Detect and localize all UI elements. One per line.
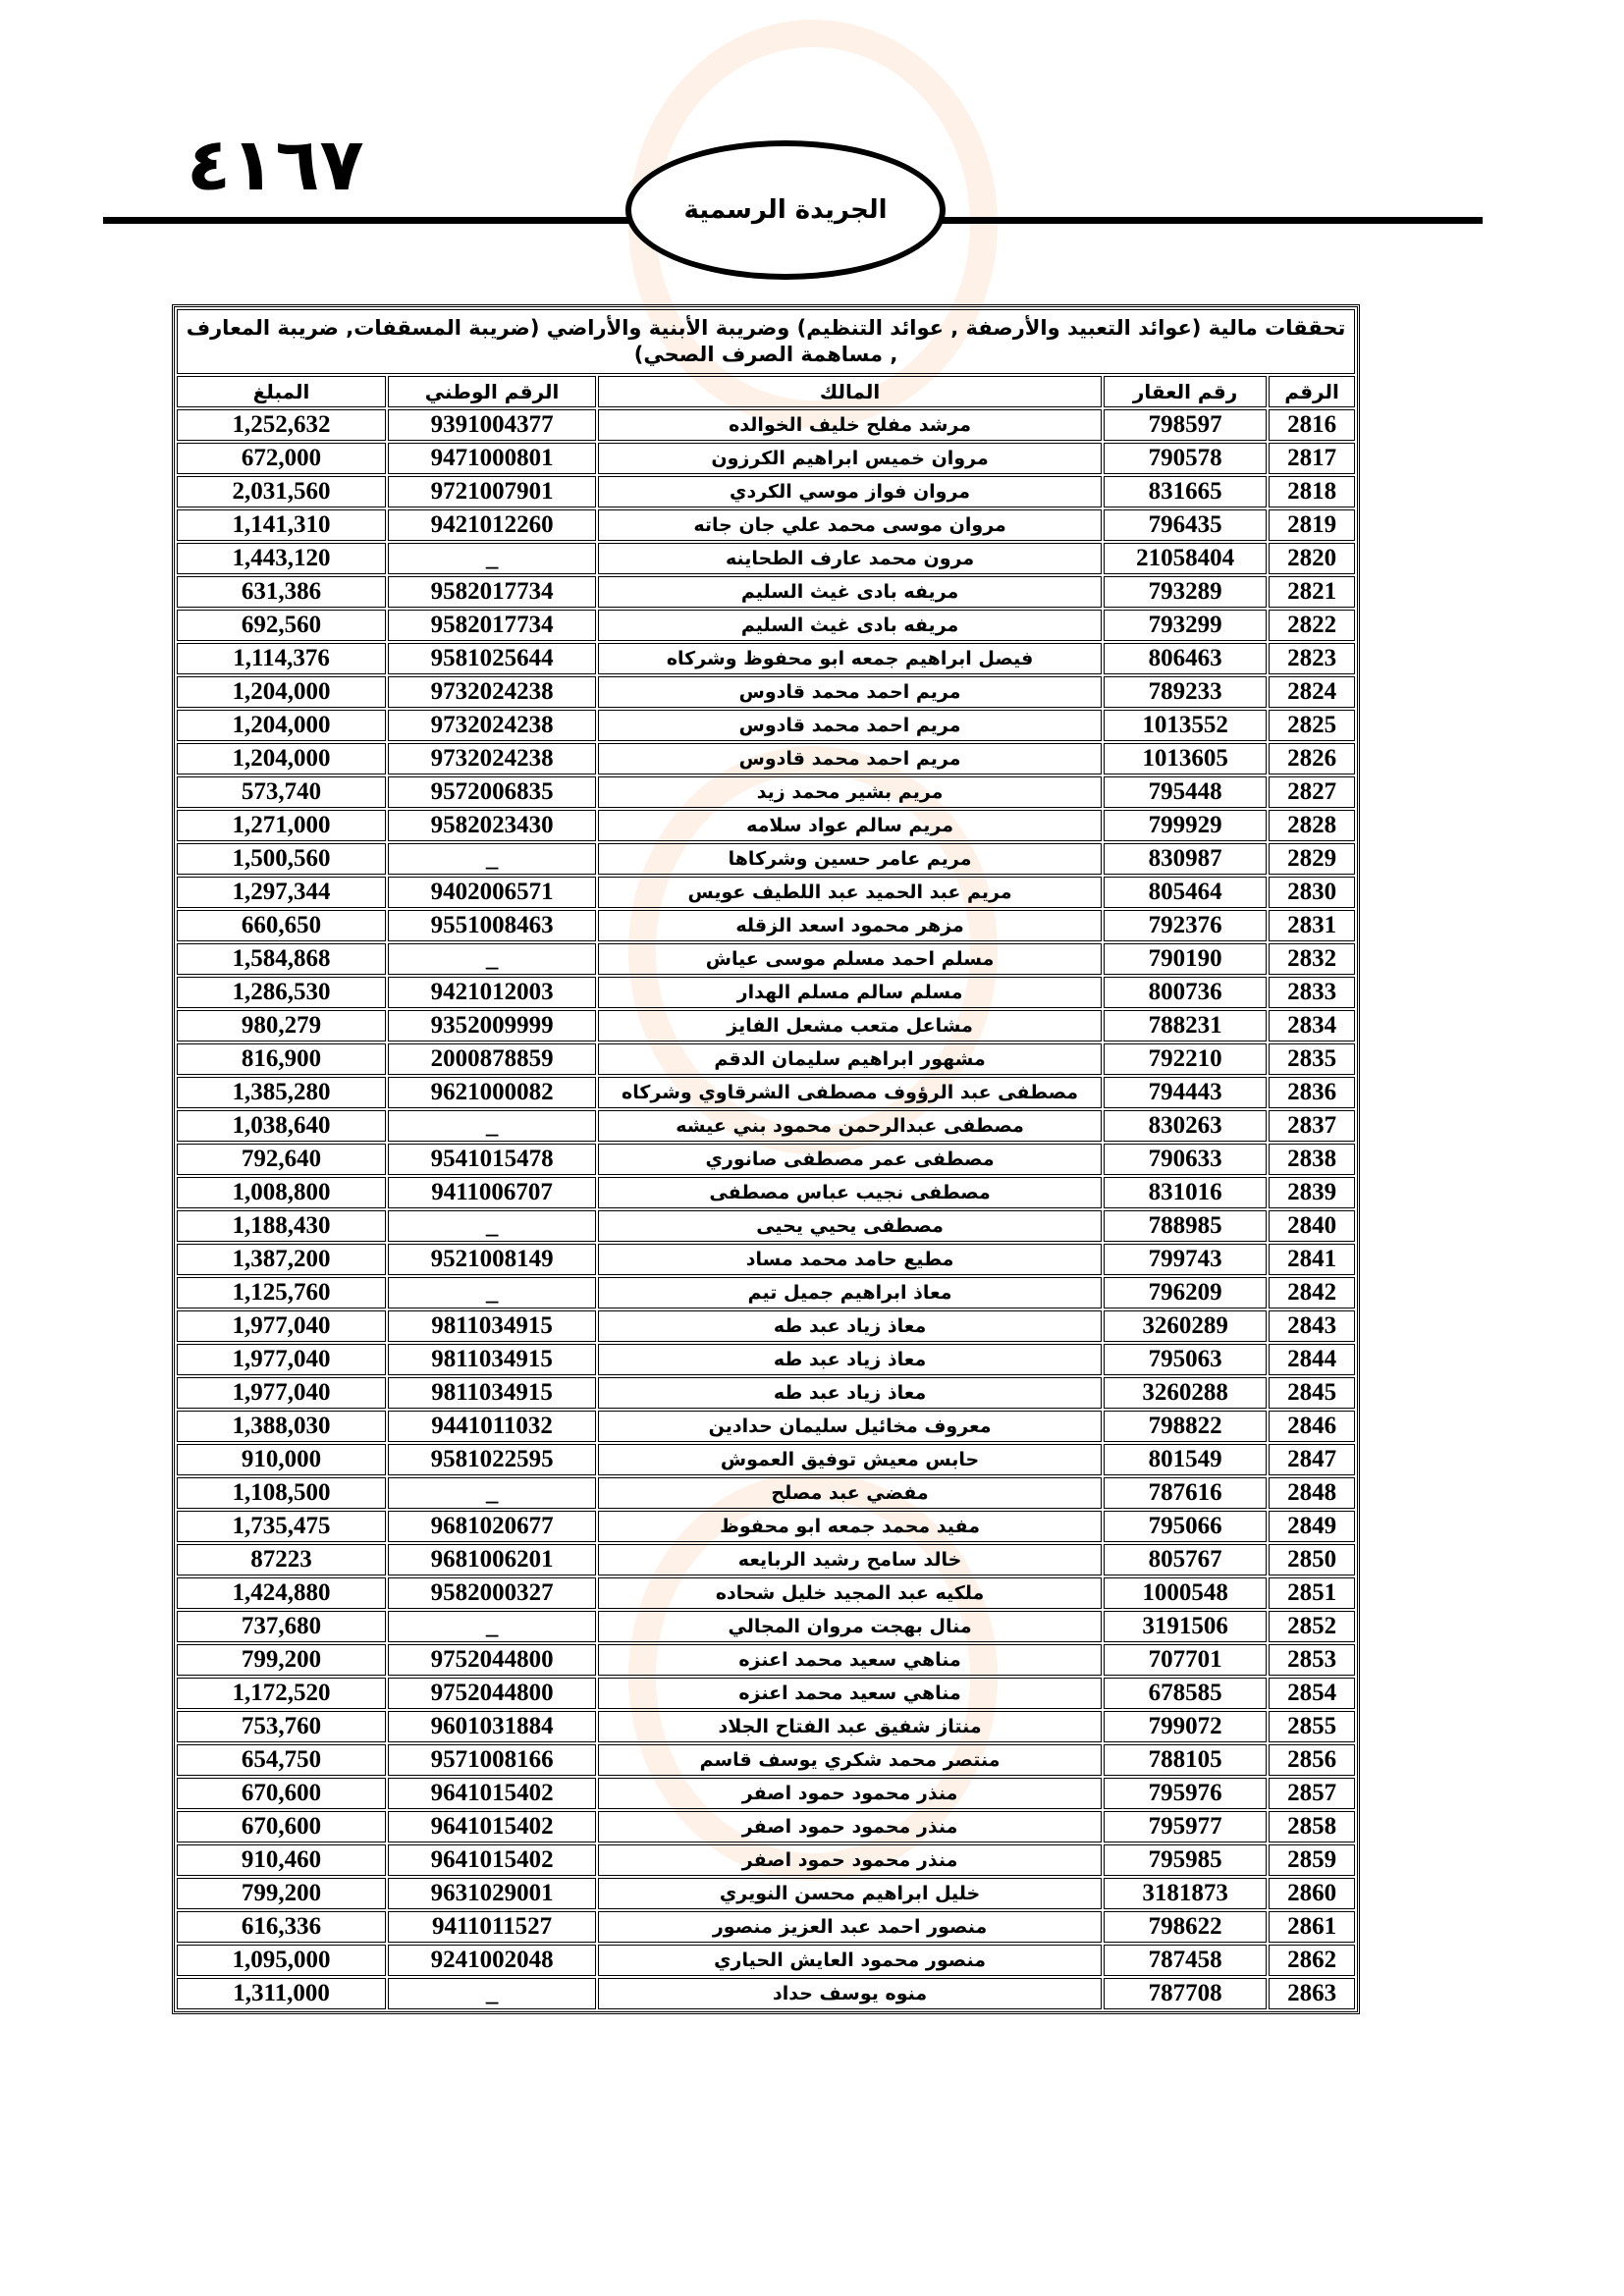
owner-name: مشهور ابراهيم سليمان الدقم <box>598 1043 1102 1075</box>
property-number: 707701 <box>1104 1644 1267 1676</box>
table-row <box>177 1377 1355 1409</box>
owner-name: مريفه بادى غيث السليم <box>598 610 1102 641</box>
property-number: 831665 <box>1104 476 1267 507</box>
amount: 631,386 <box>177 576 386 608</box>
amount: 1,204,000 <box>177 676 386 708</box>
owner-name: مريم احمد محمد قادوس <box>598 743 1102 774</box>
owner-name: مسلم احمد مسلم موسى عياش <box>598 943 1102 975</box>
amount: 737,680 <box>177 1611 386 1642</box>
table-row <box>177 1811 1355 1842</box>
table-row <box>177 710 1355 741</box>
row-number: 2860 <box>1269 1878 1355 1909</box>
row-number: 2863 <box>1269 1978 1355 2009</box>
row-number: 2862 <box>1269 1945 1355 1976</box>
owner-name: مريم احمد محمد قادوس <box>598 710 1102 741</box>
property-number: 795976 <box>1104 1778 1267 1809</box>
table-row <box>177 1711 1355 1742</box>
row-number: 2850 <box>1269 1544 1355 1575</box>
row-number: 2836 <box>1269 1077 1355 1108</box>
row-number: 2826 <box>1269 743 1355 774</box>
table-row <box>177 409 1355 441</box>
table-row <box>177 910 1355 941</box>
row-number: 2848 <box>1269 1477 1355 1509</box>
national-id: 9732024238 <box>388 710 596 741</box>
owner-name: منتصر محمد شكري يوسف قاسم <box>598 1744 1102 1776</box>
property-number: 1013552 <box>1104 710 1267 741</box>
row-number: 2838 <box>1269 1144 1355 1175</box>
table-row <box>177 1411 1355 1442</box>
property-number: 3260288 <box>1104 1377 1267 1409</box>
national-id: _ <box>388 1477 596 1509</box>
owner-name: مرشد مفلح خليف الخوالده <box>598 409 1102 441</box>
row-number: 2831 <box>1269 910 1355 941</box>
property-number: 798822 <box>1104 1411 1267 1442</box>
table-row <box>177 1778 1355 1809</box>
owner-name: مريم بشير محمد زيد <box>598 776 1102 808</box>
table-title: تحققات مالية (عوائد التعبيد والأرصفة , عوائد التنظيم) وضريبة الأبنية والأراضي (ضريبة المسقفات, ضريبة المعارف , مساهمة الصرف الصحي) <box>177 309 1355 374</box>
owner-name: معاذ ابراهيم جميل تيم <box>598 1277 1102 1308</box>
table-row <box>177 743 1355 774</box>
amount: 1,108,500 <box>177 1477 386 1509</box>
national-id: 9471000801 <box>388 443 596 474</box>
amount: 1,584,868 <box>177 943 386 975</box>
table-row <box>177 1744 1355 1776</box>
row-number: 2847 <box>1269 1444 1355 1475</box>
table-body <box>177 409 1355 2009</box>
row-number: 2837 <box>1269 1110 1355 1142</box>
national-id: 9582017734 <box>388 576 596 608</box>
property-number: 805464 <box>1104 877 1267 908</box>
table-row <box>177 643 1355 674</box>
property-number: 788985 <box>1104 1210 1267 1242</box>
national-id: 9681006201 <box>388 1544 596 1575</box>
national-id: 9811034915 <box>388 1344 596 1375</box>
national-id: 9572006835 <box>388 776 596 808</box>
owner-name: منذر محمود حمود اصفر <box>598 1778 1102 1809</box>
table-row <box>177 676 1355 708</box>
national-id: _ <box>388 1110 596 1142</box>
property-number: 799743 <box>1104 1244 1267 1275</box>
table-row <box>177 977 1355 1008</box>
owner-name: حابس معيش توفيق العموش <box>598 1444 1102 1475</box>
table-row <box>177 1511 1355 1542</box>
row-number: 2849 <box>1269 1511 1355 1542</box>
property-number: 678585 <box>1104 1678 1267 1709</box>
gazette-title: الجريدة الرسمية <box>683 195 888 225</box>
row-number: 2825 <box>1269 710 1355 741</box>
owner-name: مناهي سعيد محمد اعنزه <box>598 1644 1102 1676</box>
amount: 910,460 <box>177 1844 386 1876</box>
column-header-property-number: رقم العقار <box>1104 376 1267 407</box>
property-number: 3260289 <box>1104 1310 1267 1342</box>
amount: 1,141,310 <box>177 509 386 541</box>
amount: 672,000 <box>177 443 386 474</box>
table-row <box>177 1277 1355 1308</box>
amount: 1,387,200 <box>177 1244 386 1275</box>
amount: 1,204,000 <box>177 710 386 741</box>
owner-name: مروان موسى محمد علي جان جاته <box>598 509 1102 541</box>
owner-name: مريم عامر حسين وشركاها <box>598 843 1102 875</box>
row-number: 2823 <box>1269 643 1355 674</box>
owner-name: معاذ زياد عبد طه <box>598 1377 1102 1409</box>
amount: 910,000 <box>177 1444 386 1475</box>
table-row <box>177 1678 1355 1709</box>
property-number: 799929 <box>1104 810 1267 841</box>
owner-name: منصور محمود العايش الحياري <box>598 1945 1102 1976</box>
property-number: 795066 <box>1104 1511 1267 1542</box>
amount: 87223 <box>177 1544 386 1575</box>
owner-name: منتاز شفيق عبد الفتاح الجلاد <box>598 1711 1102 1742</box>
property-number: 805767 <box>1104 1544 1267 1575</box>
property-number: 798597 <box>1104 409 1267 441</box>
row-number: 2842 <box>1269 1277 1355 1308</box>
property-number: 1013605 <box>1104 743 1267 774</box>
property-number: 799072 <box>1104 1711 1267 1742</box>
national-id: _ <box>388 1277 596 1308</box>
property-number: 795448 <box>1104 776 1267 808</box>
column-header-number: الرقم <box>1269 376 1355 407</box>
table-row <box>177 1978 1355 2009</box>
table-row <box>177 1010 1355 1041</box>
property-number: 787708 <box>1104 1978 1267 2009</box>
amount: 1,977,040 <box>177 1310 386 1342</box>
national-id: 9421012003 <box>388 977 596 1008</box>
row-number: 2827 <box>1269 776 1355 808</box>
owner-name: مزهر محمود اسعد الزقله <box>598 910 1102 941</box>
national-id: _ <box>388 943 596 975</box>
owner-name: معاذ زياد عبد طه <box>598 1310 1102 1342</box>
table-row <box>177 1577 1355 1609</box>
owner-name: فيصل ابراهيم جمعه ابو محفوظ وشركاه <box>598 643 1102 674</box>
national-id: 9641015402 <box>388 1778 596 1809</box>
table-row <box>177 1844 1355 1876</box>
national-id: 9352009999 <box>388 1010 596 1041</box>
row-number: 2840 <box>1269 1210 1355 1242</box>
row-number: 2851 <box>1269 1577 1355 1609</box>
property-number: 795977 <box>1104 1811 1267 1842</box>
row-number: 2856 <box>1269 1744 1355 1776</box>
amount: 1,388,030 <box>177 1411 386 1442</box>
row-number: 2853 <box>1269 1644 1355 1676</box>
owner-name: مروان فواز موسي الكردي <box>598 476 1102 507</box>
property-number: 21058404 <box>1104 543 1267 574</box>
row-number: 2824 <box>1269 676 1355 708</box>
table-row <box>177 476 1355 507</box>
owner-name: مفضي عبد مصلح <box>598 1477 1102 1509</box>
property-number: 806463 <box>1104 643 1267 674</box>
row-number: 2835 <box>1269 1043 1355 1075</box>
property-number: 789233 <box>1104 676 1267 708</box>
property-number: 795985 <box>1104 1844 1267 1876</box>
amount: 1,977,040 <box>177 1377 386 1409</box>
table-row <box>177 810 1355 841</box>
national-id: 9621000082 <box>388 1077 596 1108</box>
page-number: ٤١٦٧ <box>187 123 364 207</box>
amount: 1,172,520 <box>177 1678 386 1709</box>
table-row <box>177 1077 1355 1108</box>
property-number: 830987 <box>1104 843 1267 875</box>
owner-name: مصطفى يحيي يحيى <box>598 1210 1102 1242</box>
owner-name: مريم احمد محمد قادوس <box>598 676 1102 708</box>
owner-name: ملكيه عبد المجيد خليل شحاده <box>598 1577 1102 1609</box>
row-number: 2820 <box>1269 543 1355 574</box>
national-id: 9582017734 <box>388 610 596 641</box>
property-number: 800736 <box>1104 977 1267 1008</box>
national-id: _ <box>388 1210 596 1242</box>
row-number: 2855 <box>1269 1711 1355 1742</box>
national-id: 9581025644 <box>388 643 596 674</box>
national-id: 9571008166 <box>388 1744 596 1776</box>
owner-name: مشاعل متعب مشعل الفايز <box>598 1010 1102 1041</box>
national-id: 9631029001 <box>388 1878 596 1909</box>
row-number: 2841 <box>1269 1244 1355 1275</box>
table-row <box>177 1110 1355 1142</box>
amount: 1,204,000 <box>177 743 386 774</box>
national-id: 9411006707 <box>388 1177 596 1208</box>
property-number: 1000548 <box>1104 1577 1267 1609</box>
owner-name: مطيع حامد محمد مساد <box>598 1244 1102 1275</box>
national-id: 9732024238 <box>388 743 596 774</box>
national-id: 9441011032 <box>388 1411 596 1442</box>
table-row <box>177 543 1355 574</box>
owner-name: معروف مخائيل سليمان حدادين <box>598 1411 1102 1442</box>
property-number: 788105 <box>1104 1744 1267 1776</box>
owner-name: معاذ زياد عبد طه <box>598 1344 1102 1375</box>
national-id: 9582023430 <box>388 810 596 841</box>
owner-name: منوه يوسف حداد <box>598 1978 1102 2009</box>
national-id: _ <box>388 1611 596 1642</box>
row-number: 2829 <box>1269 843 1355 875</box>
national-id: 9752044800 <box>388 1644 596 1676</box>
amount: 1,977,040 <box>177 1344 386 1375</box>
row-number: 2819 <box>1269 509 1355 541</box>
table-row <box>177 1878 1355 1909</box>
owner-name: مصطفى عبدالرحمن محمود بني عيشه <box>598 1110 1102 1142</box>
owner-name: مريفه بادى غيث السليم <box>598 576 1102 608</box>
table-row <box>177 1477 1355 1509</box>
table-row <box>177 576 1355 608</box>
amount: 1,252,632 <box>177 409 386 441</box>
row-number: 2817 <box>1269 443 1355 474</box>
amount: 1,735,475 <box>177 1511 386 1542</box>
row-number: 2844 <box>1269 1344 1355 1375</box>
property-number: 796435 <box>1104 509 1267 541</box>
property-number: 795063 <box>1104 1344 1267 1375</box>
row-number: 2858 <box>1269 1811 1355 1842</box>
table-row <box>177 1644 1355 1676</box>
owner-name: خليل ابراهيم محسن النويري <box>598 1878 1102 1909</box>
table-row <box>177 877 1355 908</box>
amount: 1,500,560 <box>177 843 386 875</box>
row-number: 2859 <box>1269 1844 1355 1876</box>
row-number: 2822 <box>1269 610 1355 641</box>
owner-name: مصطفى عبد الرؤوف مصطفى الشرقاوي وشركاه <box>598 1077 1102 1108</box>
national-id: 9582000327 <box>388 1577 596 1609</box>
national-id: 9641015402 <box>388 1844 596 1876</box>
amount: 1,385,280 <box>177 1077 386 1108</box>
table-row <box>177 443 1355 474</box>
row-number: 2833 <box>1269 977 1355 1008</box>
table-row <box>177 843 1355 875</box>
owner-name: منال بهجت مروان المجالي <box>598 1611 1102 1642</box>
national-id: 9641015402 <box>388 1811 596 1842</box>
amount: 573,740 <box>177 776 386 808</box>
property-number: 792376 <box>1104 910 1267 941</box>
amount: 753,760 <box>177 1711 386 1742</box>
national-id: 9402006571 <box>388 877 596 908</box>
national-id: 2000878859 <box>388 1043 596 1075</box>
property-number: 3191506 <box>1104 1611 1267 1642</box>
table-row <box>177 1611 1355 1642</box>
table-row <box>177 776 1355 808</box>
national-id: _ <box>388 843 596 875</box>
owner-name: مريم عبد الحميد عبد اللطيف عويس <box>598 877 1102 908</box>
property-number: 801549 <box>1104 1444 1267 1475</box>
property-number: 830263 <box>1104 1110 1267 1142</box>
national-id: 9391004377 <box>388 409 596 441</box>
amount: 670,600 <box>177 1778 386 1809</box>
amount: 1,114,376 <box>177 643 386 674</box>
national-id: 9581022595 <box>388 1444 596 1475</box>
property-number: 787458 <box>1104 1945 1267 1976</box>
property-number: 793299 <box>1104 610 1267 641</box>
amount: 1,095,000 <box>177 1945 386 1976</box>
national-id: _ <box>388 543 596 574</box>
table-row <box>177 1344 1355 1375</box>
row-number: 2852 <box>1269 1611 1355 1642</box>
amount: 980,279 <box>177 1010 386 1041</box>
table-row <box>177 1144 1355 1175</box>
row-number: 2861 <box>1269 1911 1355 1943</box>
national-id: 9732024238 <box>388 676 596 708</box>
table-row <box>177 610 1355 641</box>
table-row <box>177 1043 1355 1075</box>
national-id: _ <box>388 1978 596 2009</box>
national-id: 9601031884 <box>388 1711 596 1742</box>
row-number: 2830 <box>1269 877 1355 908</box>
amount: 1,286,530 <box>177 977 386 1008</box>
amount: 654,750 <box>177 1744 386 1776</box>
table-row <box>177 1177 1355 1208</box>
owner-name: مصطفى نجيب عباس مصطفى <box>598 1177 1102 1208</box>
property-number: 790190 <box>1104 943 1267 975</box>
owner-name: منصور احمد عبد العزيز منصور <box>598 1911 1102 1943</box>
table-row <box>177 509 1355 541</box>
row-number: 2843 <box>1269 1310 1355 1342</box>
table-row <box>177 1544 1355 1575</box>
row-number: 2816 <box>1269 409 1355 441</box>
table-row <box>177 1444 1355 1475</box>
owner-name: مسلم سالم مسلم الهدار <box>598 977 1102 1008</box>
owner-name: مصطفى عمر مصطفى صانوري <box>598 1144 1102 1175</box>
amount: 1,125,760 <box>177 1277 386 1308</box>
property-number: 3181873 <box>1104 1878 1267 1909</box>
amount: 1,297,344 <box>177 877 386 908</box>
owner-name: مروان خميس ابراهيم الكرزون <box>598 443 1102 474</box>
column-header-owner: المالك <box>598 376 1102 407</box>
amount: 660,650 <box>177 910 386 941</box>
property-number: 794443 <box>1104 1077 1267 1108</box>
row-number: 2854 <box>1269 1678 1355 1709</box>
amount: 616,336 <box>177 1911 386 1943</box>
amount: 799,200 <box>177 1644 386 1676</box>
national-id: 9521008149 <box>388 1244 596 1275</box>
property-number: 792210 <box>1104 1043 1267 1075</box>
owner-name: مريم سالم عواد سلامه <box>598 810 1102 841</box>
property-number: 798622 <box>1104 1911 1267 1943</box>
row-number: 2828 <box>1269 810 1355 841</box>
amount: 1,424,880 <box>177 1577 386 1609</box>
national-id: 9681020677 <box>388 1511 596 1542</box>
national-id: 9811034915 <box>388 1377 596 1409</box>
national-id: 9421012260 <box>388 509 596 541</box>
row-number: 2818 <box>1269 476 1355 507</box>
amount: 799,200 <box>177 1878 386 1909</box>
national-id: 9752044800 <box>388 1678 596 1709</box>
amount: 816,900 <box>177 1043 386 1075</box>
column-header-amount: المبلغ <box>177 376 386 407</box>
financial-assessments-table <box>172 304 1360 2014</box>
row-number: 2821 <box>1269 576 1355 608</box>
property-number: 796209 <box>1104 1277 1267 1308</box>
national-id: 9551008463 <box>388 910 596 941</box>
row-number: 2834 <box>1269 1010 1355 1041</box>
column-header-national-id: الرقم الوطني <box>388 376 596 407</box>
property-number: 787616 <box>1104 1477 1267 1509</box>
table-row <box>177 1911 1355 1943</box>
amount: 1,008,800 <box>177 1177 386 1208</box>
amount: 692,560 <box>177 610 386 641</box>
owner-name: منذر محمود حمود اصفر <box>598 1844 1102 1876</box>
table-row <box>177 943 1355 975</box>
owner-name: مناهي سعيد محمد اعنزه <box>598 1678 1102 1709</box>
gazette-masthead <box>625 140 946 280</box>
row-number: 2846 <box>1269 1411 1355 1442</box>
national-id: 9811034915 <box>388 1310 596 1342</box>
amount: 1,311,000 <box>177 1978 386 2009</box>
row-number: 2845 <box>1269 1377 1355 1409</box>
table-row <box>177 1244 1355 1275</box>
owner-name: مفيد محمد جمعه ابو محفوظ <box>598 1511 1102 1542</box>
row-number: 2832 <box>1269 943 1355 975</box>
national-id: 9721007901 <box>388 476 596 507</box>
property-number: 831016 <box>1104 1177 1267 1208</box>
owner-name: خالد سامح رشيد الربايعه <box>598 1544 1102 1575</box>
table-row <box>177 1210 1355 1242</box>
national-id: 9241002048 <box>388 1945 596 1976</box>
table-row <box>177 1945 1355 1976</box>
amount: 1,443,120 <box>177 543 386 574</box>
owner-name: منذر محمود حمود اصفر <box>598 1811 1102 1842</box>
row-number: 2839 <box>1269 1177 1355 1208</box>
amount: 1,271,000 <box>177 810 386 841</box>
national-id: 9541015478 <box>388 1144 596 1175</box>
table-row <box>177 1310 1355 1342</box>
property-number: 793289 <box>1104 576 1267 608</box>
amount: 2,031,560 <box>177 476 386 507</box>
amount: 1,188,430 <box>177 1210 386 1242</box>
property-number: 788231 <box>1104 1010 1267 1041</box>
property-number: 790633 <box>1104 1144 1267 1175</box>
amount: 1,038,640 <box>177 1110 386 1142</box>
owner-name: مرون محمد عارف الطحاينه <box>598 543 1102 574</box>
row-number: 2857 <box>1269 1778 1355 1809</box>
amount: 792,640 <box>177 1144 386 1175</box>
national-id: 9411011527 <box>388 1911 596 1943</box>
amount: 670,600 <box>177 1811 386 1842</box>
property-number: 790578 <box>1104 443 1267 474</box>
